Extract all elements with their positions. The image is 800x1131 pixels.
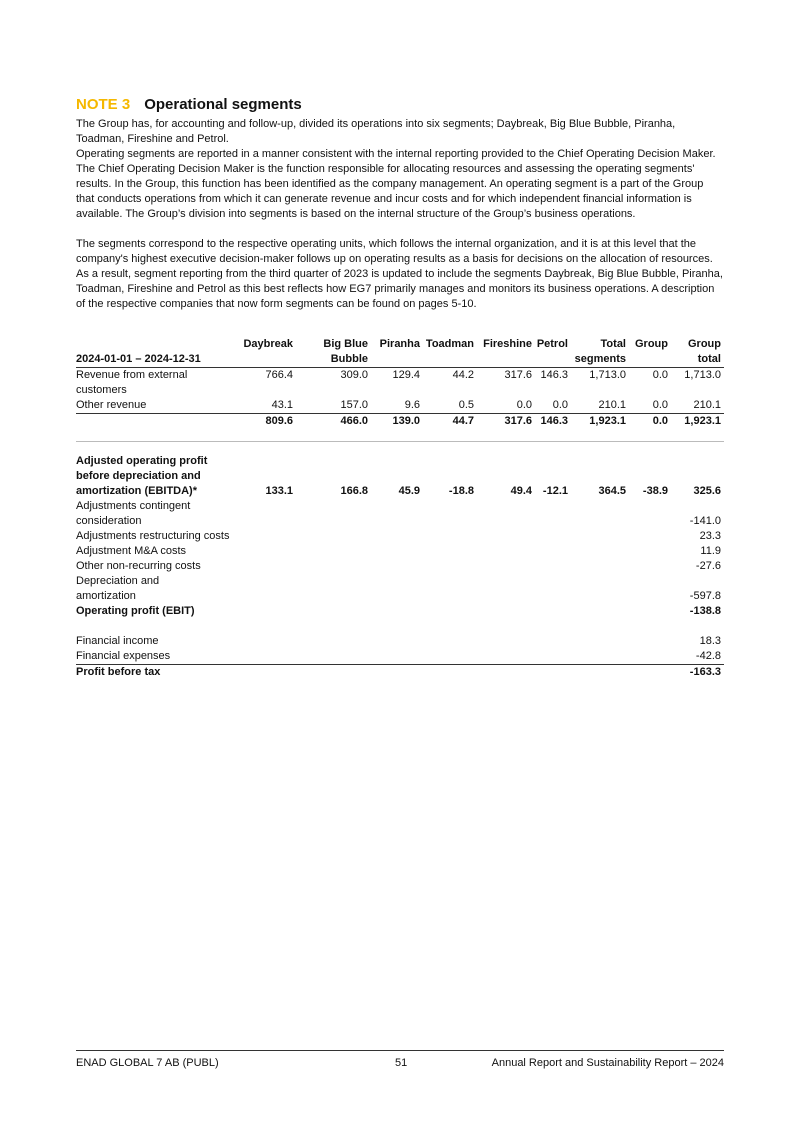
cell: 139.0 (392, 415, 420, 427)
cell: 0.0 (652, 415, 668, 427)
row-label: Operating profit (EBIT) (76, 605, 195, 617)
paragraph-1: The Group has, for accounting and follow-up, divided its operations into six segments; Daybreak, Big Blue Bubble, Piranha, Toadman, Fireshine and Petrol. (76, 118, 676, 145)
table-row-ebit (76, 604, 724, 619)
cell: -141.0 (689, 515, 721, 527)
table-row (76, 649, 724, 665)
cell: 0.0 (535, 398, 571, 414)
cell: 23.3 (699, 530, 721, 542)
cell: -27.6 (695, 560, 721, 572)
cell: 133.1 (265, 485, 293, 497)
col-header: Fireshine (477, 337, 535, 368)
cell: 364.5 (598, 485, 626, 497)
cell: 0.0 (629, 398, 671, 414)
table-row (76, 634, 724, 649)
col-header: Group (629, 337, 671, 368)
table-row (76, 544, 724, 559)
col-header: Big Blue Bubble (296, 337, 371, 368)
cell: 1,923.1 (589, 415, 626, 427)
cell: 317.6 (504, 369, 532, 381)
cell: -38.9 (642, 485, 668, 497)
cell: 766.4 (265, 369, 293, 381)
cell: 44.2 (452, 369, 474, 381)
table-row-total (76, 414, 724, 430)
paragraph-3: The segments correspond to the respective operating units, which follows the internal organization, and it is at this level that the company's highest executive decision-maker follows up on operating results as a basis for decisions on the allocation of resources. As a result, segment reporting from the third quarter of 2023 is updated to include the segments Daybreak, Big Blue Bubble, Piranha, Toadman, Fireshine and Petrol as this best reflects how EG7 primarily manages and monitors its business operations. A description of the respective companies that now form segments can be found on pages 5-10. (76, 238, 723, 310)
footer-page-number: 51 (395, 1057, 408, 1069)
note-number: NOTE 3 (76, 96, 131, 113)
cell: 44.7 (452, 415, 474, 427)
cell: -18.8 (448, 485, 474, 497)
row-label: Adjustment M&A costs (76, 545, 187, 557)
table-row (76, 574, 724, 604)
cell: 1,923.1 (684, 415, 721, 427)
footer-report-title: Annual Report and Sustainability Report – 2024 (491, 1057, 724, 1069)
cell: 466.0 (340, 415, 368, 427)
cell: 18.3 (699, 635, 721, 647)
cell: 157.0 (296, 398, 371, 414)
col-header: Group total (671, 337, 724, 368)
period-label: 2024-01-01 – 2024-12-31 (76, 337, 236, 368)
cell: 49.4 (510, 485, 532, 497)
table-row (76, 398, 724, 414)
table-row (76, 559, 724, 574)
col-header: Toadman (423, 337, 477, 368)
cell: 317.6 (504, 415, 532, 427)
row-label: Financial expenses (76, 649, 236, 665)
cell: 809.6 (265, 415, 293, 427)
cell: 1,713.0 (684, 369, 721, 381)
cell: 210.1 (671, 398, 724, 414)
cell: 45.9 (398, 485, 420, 497)
cell: 0.0 (652, 369, 668, 381)
col-header: Petrol (535, 337, 571, 368)
page-content (76, 96, 724, 680)
page-footer (76, 1050, 724, 1069)
cell: 0.5 (423, 398, 477, 414)
cell: 166.8 (340, 485, 368, 497)
segments-table (76, 337, 724, 680)
cell: -163.3 (689, 666, 721, 678)
table-row (76, 499, 724, 529)
cell: 11.9 (700, 545, 721, 557)
cell: 0.0 (477, 398, 535, 414)
row-label: Adjustments contingent consideration (76, 500, 191, 527)
note-title: Operational segments (144, 96, 302, 113)
row-label: Other revenue (76, 398, 236, 414)
row-label: Adjusted operating profit before depreciation and amortization (EBITDA)* (76, 455, 208, 497)
cell: -597.8 (689, 590, 721, 602)
row-label: Depreciation and amortization (76, 575, 160, 602)
col-header: Piranha (371, 337, 423, 368)
cell: -138.8 (689, 605, 721, 617)
table-header-row (76, 337, 724, 368)
row-label: Adjustments restructuring costs (76, 530, 230, 542)
row-label: Financial income (76, 635, 159, 647)
cell: -42.8 (671, 649, 724, 665)
cell: 129.4 (392, 369, 420, 381)
footer-company: ENAD GLOBAL 7 AB (PUBL) (76, 1057, 219, 1069)
col-header: Daybreak (236, 337, 296, 368)
cell: 146.3 (540, 369, 568, 381)
paragraph-2: Operating segments are reported in a manner consistent with the internal reporting provided to the Chief Operating Decision Maker. The Chief Operating Decision Maker is the function responsible for allocating resources and assessing the operating segments' results. In the Group, this function has been identified as the company management. An operating segment is a part of the Group that conducts operations from which it can generate revenue and incur costs and for which independent financial information is available. The Group’s division into segments is based on the internal structure of the Group’s business operations. (76, 148, 716, 220)
table-row-pbt (76, 665, 724, 681)
cell: 325.6 (693, 485, 721, 497)
row-label: Other non-recurring costs (76, 560, 201, 572)
table-row (76, 368, 724, 399)
col-header: Total segments (571, 337, 629, 368)
row-label: Profit before tax (76, 666, 161, 678)
row-label: Revenue from external customers (76, 369, 188, 396)
cell: 146.3 (540, 415, 568, 427)
cell: 309.0 (340, 369, 368, 381)
note-heading (76, 96, 724, 114)
cell: 43.1 (236, 398, 296, 414)
cell: 1,713.0 (589, 369, 626, 381)
cell: 210.1 (571, 398, 629, 414)
cell: 9.6 (371, 398, 423, 414)
cell: -12.1 (542, 485, 568, 497)
table-row-ebitda (76, 454, 724, 499)
table-row (76, 529, 724, 544)
